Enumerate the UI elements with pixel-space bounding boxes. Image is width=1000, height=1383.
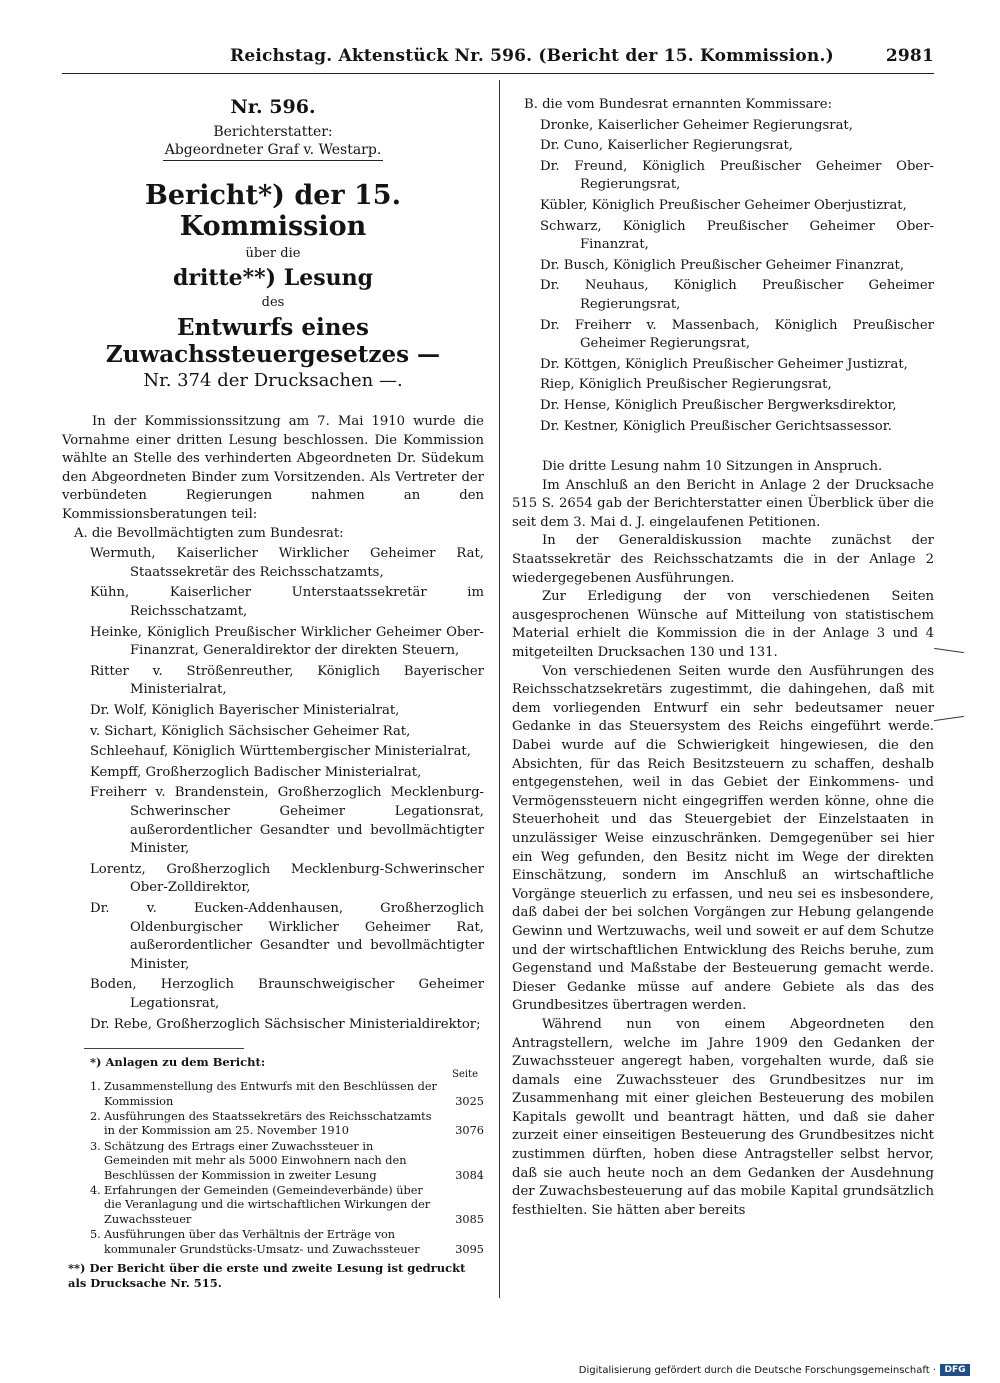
delegate-entry: Freiherr v. Brandenstein, Großherzoglich Mecklenburg-Schwerinscher Geheimer Legationsrat, außerordentlicher Gesandter und bevollmächtigter Minister,	[90, 785, 484, 857]
delegate-entry: Dr. Wolf, Königlich Bayerischer Ministerialrat,	[90, 703, 400, 718]
group-b-heading: B. die vom Bundesrat ernannten Kommissare:	[524, 97, 833, 112]
delegate-entry: Heinke, Königlich Preußischer Wirklicher Geheimer Ober-Finanzrat, Generaldirektor der direkten Steuern,	[90, 624, 484, 659]
annex-title: Ausführungen des Staatssekretärs des Reichsschatzamts in der Kommission am 25. November 1910	[104, 1109, 432, 1138]
delegate-entry: Lorentz, Großherzoglich Mecklenburg-Schwerinscher Ober-Zolldirektor,	[90, 861, 484, 896]
left-column	[62, 96, 484, 1290]
group-a-heading: A. die Bevollmächtigten zum Bundesrat:	[74, 525, 344, 541]
delegate-entry: Wermuth, Kaiserlicher Wirklicher Geheimer Rat, Staatssekretär des Reichsschatzamts,	[90, 546, 484, 580]
delegate-entry: v. Sichart, Königlich Sächsischer Geheimer Rat,	[90, 723, 411, 739]
commissioner-list	[512, 117, 934, 437]
annex-title: Schätzung des Ertrags einer Zuwachssteuer in Gemeinden mit mehr als 5000 Einwohnern nach den Beschlüssen der Kommission in zweiter Lesung	[104, 1139, 407, 1182]
body-paragraph: In der Generaldiskussion machte zunächst der Staatssekretär des Reichsschatzamts die in der Anlage 2 wiedergegebenen Ausführungen.	[512, 533, 934, 586]
commissioner-entry: Dr. Kestner, Königlich Preußischer Gerichtsassessor.	[540, 418, 892, 434]
delegate-entry: Boden, Herzoglich Braunschweigischer Geheimer Legationsrat,	[90, 977, 484, 1011]
commissioner-entry: Dronke, Kaiserlicher Geheimer Regierungsrat,	[540, 117, 853, 133]
title-reading: dritte**) Lesung	[173, 265, 373, 292]
footnote-heading: *) Anlagen zu dem Bericht:	[90, 1055, 266, 1070]
annex-number: 5.	[90, 1228, 101, 1242]
report-title: Bericht*) der 15. Kommission	[145, 180, 401, 243]
delegate-entry: Kempff, Großherzoglich Badischer Ministerialrat,	[90, 764, 422, 780]
credit-text: Digitalisierung gefördert durch die Deutsche Forschungsgemeinschaft ·	[578, 1364, 936, 1376]
rapporteur-label: Berichterstatter:	[213, 124, 333, 140]
annex-page: 3084	[455, 1168, 484, 1182]
commissioner-entry: Dr. Freiherr v. Massenbach, Königlich Preußischer Geheimer Regierungsrat,	[540, 317, 934, 352]
annex-item	[90, 1184, 484, 1227]
annex-item	[90, 1228, 484, 1257]
intro-paragraph: In der Kommissionssitzung am 7. Mai 1910 wurde die Vornahme einer dritten Lesung beschlossen. Die Kommission wählte an Stelle des verhinderten Abgeordneten Dr. Südekum den Abgeordneten Binder zum Vorsitzenden. Als Vertreter der verbündeten Regierungen nahmen an den Kommissionsberatungen teil:	[62, 414, 484, 523]
annex-item	[90, 1110, 484, 1139]
commissioner-entry: Riep, Königlich Preußischer Regierungsrat,	[540, 377, 832, 393]
annex-number: 4.	[90, 1183, 101, 1197]
delegate-entry: Dr. v. Eucken-Addenhausen, Großherzoglich Oldenburgischer Wirklicher Geheimer Rat, außerordentlicher Gesandter und bevollmächtigter Minister,	[90, 900, 484, 972]
commissioner-entry: Kübler, Königlich Preußischer Geheimer Oberjustizrat,	[540, 197, 907, 213]
annex-number: 1.	[90, 1080, 101, 1094]
header-rule	[62, 73, 934, 74]
annex-title: Ausführungen über das Verhältnis der Erträge von kommunaler Grundstücks-Umsatz- und Zuwachssteuer	[104, 1228, 420, 1256]
delegate-entry: Schleehauf, Königlich Württembergischer Ministerialrat,	[90, 744, 471, 760]
annex-page: 3095	[455, 1242, 484, 1256]
document-number: Nr. 596.	[230, 96, 316, 118]
digitization-credit	[579, 1364, 970, 1376]
title-connector-2: des	[261, 295, 285, 311]
footnote-page-label: Seite	[452, 1069, 478, 1081]
body-paragraph: Im Anschluß an den Bericht in Anlage 2 der Drucksache 515 S. 2654 gab der Berichterstatter einen Überblick über die seit dem 3. Mai d. J. eingelaufenen Petitionen.	[512, 477, 934, 530]
annex-page: 3076	[455, 1124, 484, 1138]
column-divider	[499, 80, 500, 1298]
rapporteur-name	[62, 142, 484, 158]
annex-item	[90, 1080, 484, 1109]
commissioner-entry: Dr. Hense, Königlich Preußischer Bergwerksdirektor,	[540, 397, 897, 413]
delegate-entry: Kühn, Kaiserlicher Unterstaatssekretär im Reichsschatzamt,	[90, 585, 484, 620]
delegate-entry: Dr. Rebe, Großherzoglich Sächsischer Ministerialdirektor;	[90, 1016, 481, 1032]
commissioner-entry: Dr. Köttgen, Königlich Preußischer Geheimer Justizrat,	[540, 356, 908, 372]
margin-annotation-stroke	[934, 716, 964, 721]
commissioner-entry: Schwarz, Königlich Preußischer Geheimer Ober-Finanzrat,	[540, 218, 934, 253]
delegate-list	[62, 545, 484, 1034]
body-paragraph: Zur Erledigung der von verschiedenen Seiten ausgesprochenen Wünsche auf Mitteilung von statistischem Material erhielt die Kommission die in der Anlage 3 und 4 mitgeteilten Drucksachen 130 und 131.	[512, 589, 934, 661]
annex-title: Erfahrungen der Gemeinden (Gemeindeverbände) über die Veranlagung und die wirtschaftlichen Wirkungen der Zuwachssteuer	[104, 1183, 431, 1226]
page-number: 2981	[885, 46, 934, 66]
commissioner-entry: Dr. Freund, Königlich Preußischer Geheimer Ober-Regierungsrat,	[540, 158, 934, 193]
commissioner-entry: Dr. Busch, Königlich Preußischer Geheimer Finanzrat,	[540, 257, 905, 273]
title-drucksache: Nr. 374 der Drucksachen —.	[143, 370, 403, 392]
footnote-rule	[84, 1048, 244, 1049]
annex-title: Zusammenstellung des Entwurfs mit den Beschlüssen der Kommission	[104, 1080, 437, 1108]
commissioner-entry: Dr. Neuhaus, Königlich Preußischer Geheimer Regierungsrat,	[540, 278, 934, 312]
title-connector-1: über die	[245, 246, 301, 262]
annex-item	[90, 1140, 484, 1183]
commissioner-entry: Dr. Cuno, Kaiserlicher Regierungsrat,	[540, 138, 793, 154]
annex-page: 3025	[455, 1094, 484, 1108]
delegate-entry: Ritter v. Strößenreuther, Königlich Bayerischer Ministerialrat,	[90, 663, 484, 698]
footnote-second: **) Der Bericht über die erste und zweite Lesung ist gedruckt als Drucksache Nr. 515.	[68, 1260, 466, 1290]
body-paragraph: Während nun von einem Abgeordneten den Antragstellern, welche im Jahre 1909 den Gedanken der Zuwachssteuer angeregt haben, vorgehalten wurde, daß sie damals eine Zuwachssteuer des Grundbesitzes nur im Zusammenhang mit einer gleichen Besteuerung des mobilen Kapitals gewollt und beantragt hätten, und daß sie daher zurzeit einer einseitigen Besteuerung des Grundbesitzes nicht zustimmen dürften, hoben diese Antragsteller selbst hervor, daß sie auch heute noch an dem Gedanken der Ausdehnung der Zuwachsbesteuerung auf das mobile Kapital grundsätzlich festhielten. Sie hätten aber bereits	[512, 1016, 934, 1218]
running-title: Reichstag. Aktenstück Nr. 596. (Bericht der 15. Kommission.)	[230, 46, 834, 66]
rapporteur-text: Abgeordneter Graf v. Westarp.	[163, 142, 384, 161]
margin-annotation-stroke	[934, 648, 964, 653]
body-paragraph: Die dritte Lesung nahm 10 Sitzungen in Anspruch.	[542, 459, 883, 475]
body-paragraph: Von verschiedenen Seiten wurde den Ausführungen des Reichsschatzsekretärs zugestimmt, die dahingehen, daß mit dem vorliegenden Entwurf ein sehr bedeutsamer neuer Gedanke in das Steuersystem des Reichs eingeführt werde. Dabei wurde auf die Schwierigkeit hingewiesen, die den Absichten, für das Reich Besitzsteuern zu schaffen, deshalb entgegenstehen, weil in das Gebiet der Einkommens- und Vermögenssteuern nicht eingegriffen werden könne, ohne die Steuerhoheit und das Steuergebiet der Einzelstaaten in unzulässiger Weise einzuschränken. Demgegenüber sei hier ein Weg gefunden, den Besitz nicht im Wege der direkten Einschätzung, sondern im Anschluß an wirtschaftliche Vorgänge steuerlich zu erfassen, und neu sei es insbesondere, daß dabei der bei solchen Vorgängen zur Hebung gelangende Gewinn und Wertzuwachs, weil und soweit er auf dem Schutze und der wirtschaftlichen Entwicklung des Reichs beruhe, zum Gegenstand und Maßstabe der Besteuerung gemacht werde. Dieser Gedanke müsse auf andere Gebiete als das des Grundbesitzes übertragen werden.	[512, 663, 934, 1014]
annex-page: 3085	[455, 1212, 484, 1226]
title-bill: Entwurfs eines Zuwachssteuergesetzes —	[105, 314, 441, 369]
dfg-logo: DFG	[940, 1364, 970, 1376]
right-column	[512, 96, 934, 1220]
page-header	[62, 46, 934, 72]
annex-number: 3.	[90, 1139, 101, 1153]
annex-number: 2.	[90, 1109, 101, 1123]
